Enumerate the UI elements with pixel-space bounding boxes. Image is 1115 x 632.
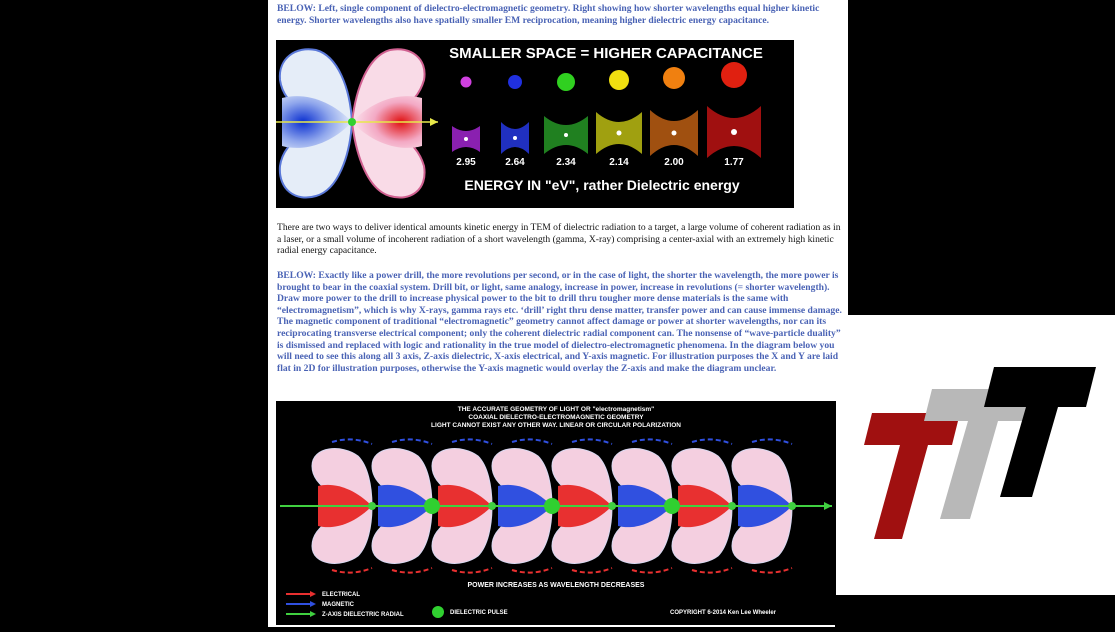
logo-panel (848, 315, 1115, 627)
figure2-title-line: COAXIAL DIELECTRO-ELECTROMAGNETIC GEOMETRY (468, 414, 644, 421)
field-arrow (632, 568, 672, 573)
field-arrow (572, 568, 612, 573)
field-arrow (452, 568, 492, 573)
article-page (268, 0, 848, 627)
field-arrow (392, 568, 432, 573)
capacitance-figure-svg (276, 40, 794, 208)
field-arrow (692, 568, 732, 573)
logo-red-t (864, 413, 960, 539)
wavelength-bowties (452, 106, 761, 158)
field-arrow (752, 439, 792, 444)
energy-label: 2.14 (609, 157, 629, 168)
figure2-legend (286, 591, 777, 618)
node-dot (728, 502, 736, 510)
field-arrow (332, 439, 372, 444)
figure2-title-line: LIGHT CANNOT EXIST ANY OTHER WAY. LINEAR OR CIRCULAR POLARIZATION (431, 422, 681, 429)
intro-paragraph: BELOW: Left, single component of dielectro-electromagnetic geometry. Right showing how shorter wavelengths equal higher kinetic energy. Shorter wavelengths also have spatially smaller EM reciprocation, meaning higher dielectric energy capacitance. (277, 3, 820, 26)
field-arrow (512, 439, 552, 444)
dielectric-pulse-dot (544, 498, 560, 514)
capacitance-figure (276, 40, 794, 208)
z-axis-arrowhead (824, 502, 832, 510)
radial-legend-arrowhead (310, 611, 316, 617)
node-dot (368, 502, 376, 510)
paragraph-two: There are two ways to deliver identical amounts kinetic energy in TEM of dielectric radiation to a target, a large volume of coherent radiation as in a laser, or a small volume of incoherent radiation of a short wavelength (gamma, X-ray) comprising a center-axial with an extremely high kinetic radial energy capacitance. (277, 222, 841, 257)
figure2-caption: POWER INCREASES AS WAVELENGTH DECREASES (467, 582, 645, 589)
energy-label: 2.95 (456, 157, 476, 168)
pulse-legend-dot (432, 606, 444, 618)
node-dot (788, 502, 796, 510)
legend-radial: Z-AXIS DIELECTRIC RADIAL (322, 612, 404, 618)
energy-label: 1.77 (724, 157, 744, 168)
node-dot (608, 502, 616, 510)
figure2-title (431, 406, 681, 429)
ttt-logo (848, 315, 1115, 627)
figure1-footer: ENERGY IN "eV", rather Dielectric energy (464, 177, 740, 193)
legend-electrical: ELECTRICAL (322, 592, 360, 598)
energy-label: 2.64 (505, 157, 525, 168)
field-arrow (452, 439, 492, 444)
electrical-legend-arrowhead (310, 591, 316, 597)
coaxial-geometry-figure (276, 401, 836, 625)
legend-magnetic: MAGNETIC (322, 602, 354, 608)
field-arrow (512, 568, 552, 573)
field-arrow (572, 439, 612, 444)
paragraph-three: BELOW: Exactly like a power drill, the more revolutions per second, or in the case of light, the shorter the wavelength, the more power is brought to bear in the coaxial system. Drill bit, or light, same analogy, increase in power, increase in revolutions (= shorter wavelength). Draw more power to the drill to increase physical power to the bit to drill thru tougher more dense materials is the same with “electromagnetism”, which is why X-rays, gamma rays etc. ‘drill’ right thru dense matter, transfer power and can cause immense damage. The magnetic component of traditional “electromagnetic” geometry cannot affect damage or power at shorter wavelengths, nor can its reciprocating transverse electrical component; only the coherent dielectric radial component can. The nonsense of “wave-particle duality” is dismissed and replaced with logic and rationality in the true model of dielectro-electromagnetic phenomena. In the diagram below you will need to see this along all 3 axis, Z-axis dielectric, X-axis electrical, and Y-axis magnetic. For illustration purposes the X and Y are laid flat in 2D for illustration purposes, otherwise the Y-axis magnetic would overlay the Z-axis and make the diagram unclear. (277, 270, 842, 374)
node-dot (488, 502, 496, 510)
energy-label: 2.34 (556, 157, 576, 168)
dielectric-pulse-dot (664, 498, 680, 514)
figure1-title: SMALLER SPACE = HIGHER CAPACITANCE (449, 45, 763, 62)
coaxial-geometry-svg (276, 401, 836, 625)
field-lobes (276, 49, 438, 197)
magnetic-legend-arrowhead (310, 601, 316, 607)
field-arrow (692, 439, 732, 444)
energy-labels (456, 157, 744, 168)
dielectric-pulse-dot (424, 498, 440, 514)
energy-label: 2.00 (664, 157, 684, 168)
field-arrow (632, 439, 672, 444)
figure2-title-line: THE ACCURATE GEOMETRY OF LIGHT OR "electromagnetism" (457, 406, 655, 413)
field-arrow (392, 439, 432, 444)
figure2-copyright: COPYRIGHT 6-2014 Ken Lee Wheeler (670, 610, 777, 616)
legend-pulse: DIELECTRIC PULSE (450, 610, 508, 616)
bottom-black-bar (835, 595, 1115, 627)
wavelength-dots (461, 62, 748, 91)
logo-black-t (984, 367, 1096, 497)
field-arrow (332, 568, 372, 573)
field-arrow (752, 568, 792, 573)
